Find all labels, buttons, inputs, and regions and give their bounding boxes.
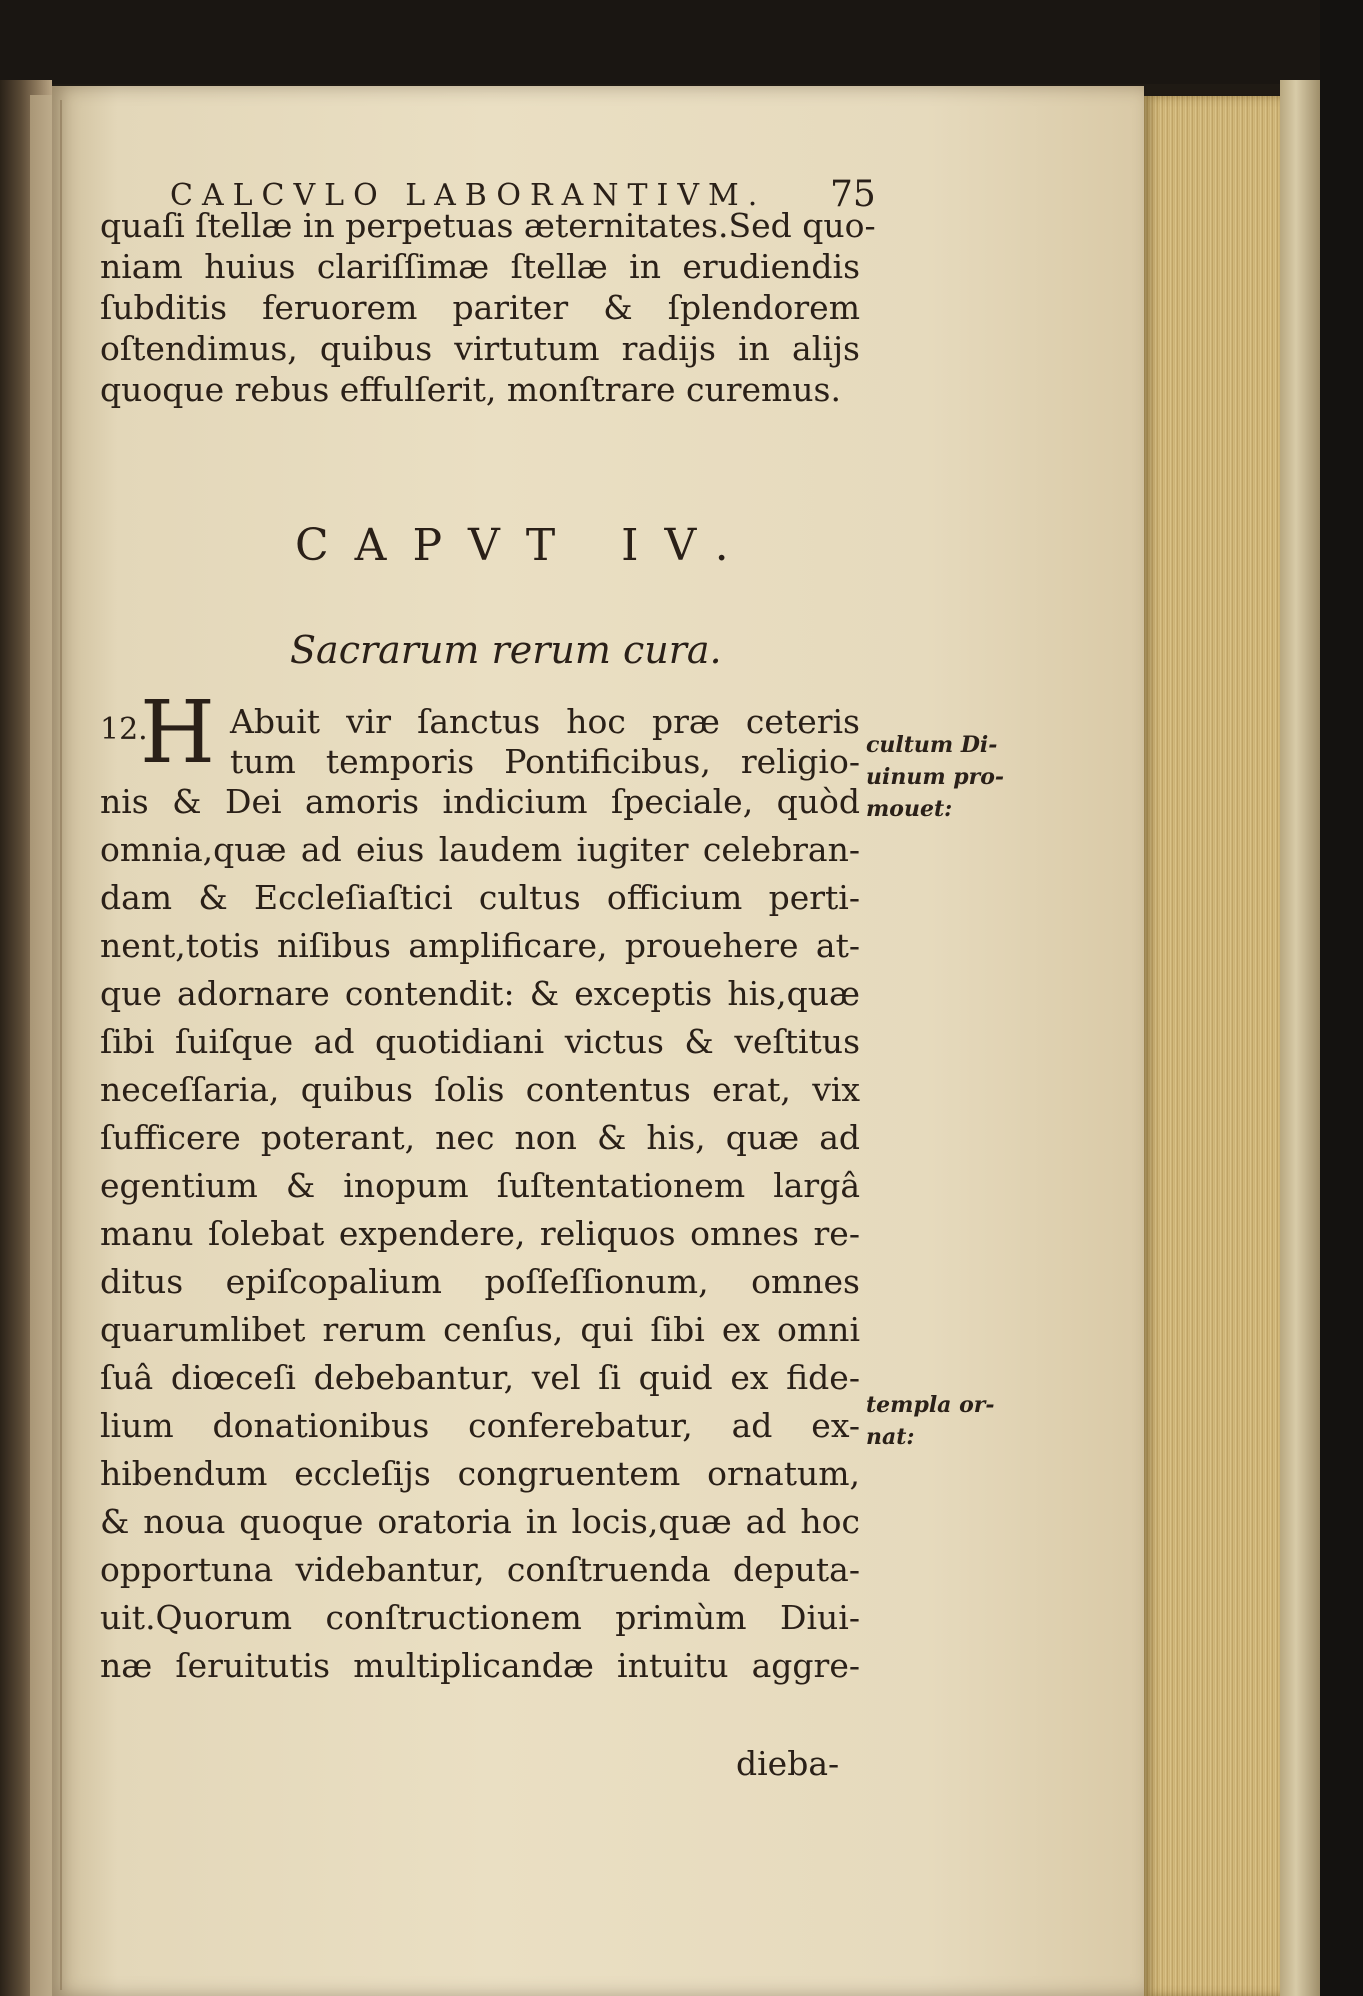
text-line: uit.Quorum conſtructionem primùm Diui- [100, 1598, 860, 1637]
text-line: nent,totis niſibus amplificare, prouehere at- [100, 926, 860, 965]
text-line: & noua quoque oratoria in locis,quæ ad hoc [100, 1502, 860, 1541]
text-line: hibendum eccleſijs congruentem ornatum, [100, 1454, 860, 1493]
catchword: dieba- [736, 1744, 840, 1783]
text-line: niam huius clariſſimæ ſtellæ in erudiendis [100, 247, 860, 286]
text-line: quarumlibet rerum cenſus, qui ſibi ex omni [100, 1310, 860, 1349]
text-line: que adornare contendit: & exceptis his,quæ [100, 974, 860, 1013]
background-top [0, 0, 1363, 84]
text-line: ſibi ſuiſque ad quotidiani victus & veſtitus [100, 1022, 860, 1061]
text-line: quoque rebus effulſerit, monſtrare curemus. [100, 370, 841, 409]
marginal-note-line: templa or- [866, 1392, 995, 1418]
background-right [1320, 0, 1363, 1996]
text-line: nis & Dei amoris indicium ſpeciale, quòd [100, 782, 860, 821]
text-line: oſtendimus, quibus virtutum radijs in alijs [100, 329, 860, 368]
cover-edge [1280, 80, 1320, 1996]
text-line: ſuâ diœceſi debebantur, vel ſi quid ex fide- [100, 1358, 860, 1397]
text-line: quaſi ſtellæ in perpetuas æternitates.Sed quo- [100, 206, 876, 245]
text-line: tum temporis Pontificibus, religio- [230, 742, 860, 781]
header-title: CALCVLO LABORANTIVM. [170, 178, 767, 213]
section-number: 12. [100, 712, 148, 747]
drop-cap: H [140, 683, 215, 783]
text-line: Abuit vir ſanctus hoc præ ceteris [230, 702, 860, 741]
text-line: neceſſaria, quibus ſolis contentus erat, vix [100, 1070, 860, 1109]
text-line: egentium & inopum ſuſtentationem largâ [100, 1166, 860, 1205]
text-line: dam & Eccleſiaſtici cultus officium perti- [100, 878, 860, 917]
chapter-heading: CAPVT IV. [295, 520, 755, 571]
marginal-note-line: cultum Di- [866, 732, 998, 758]
text-line: ſufficere poterant, nec non & his, quæ ad [100, 1118, 860, 1157]
gutter-line [60, 100, 62, 1990]
text-line: lium donationibus conferebatur, ad ex- [100, 1406, 860, 1445]
marginal-note-line: uinum pro- [866, 764, 1005, 790]
text-line: opportuna videbantur, conſtruenda deputa- [100, 1550, 860, 1589]
page-edges [1144, 96, 1292, 1996]
marginal-note-line: mouet: [866, 796, 953, 822]
marginal-note-line: nat: [866, 1424, 915, 1450]
page-number: 75 [830, 174, 876, 215]
chapter-subtitle: Sacrarum rerum cura. [290, 628, 722, 672]
text-line: manu ſolebat expendere, reliquos omnes re- [100, 1214, 860, 1253]
text-line: ſubditis feruorem pariter & ſplendorem [100, 288, 860, 327]
text-line: ditus epiſcopalium poſſeſſionum, omnes [100, 1262, 860, 1301]
text-line: næ ſeruitutis multiplicandæ intuitu aggre- [100, 1646, 860, 1685]
text-line: omnia,quæ ad eius laudem iugiter celebran- [100, 830, 860, 869]
